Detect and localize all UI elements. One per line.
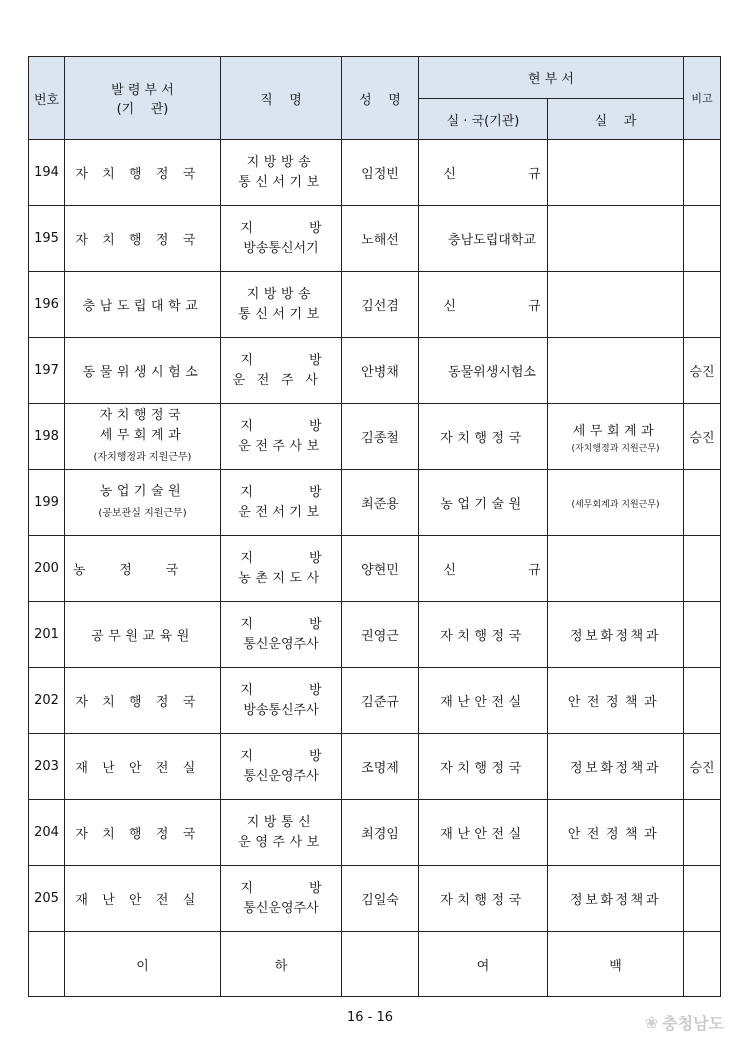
- row-remark: [684, 602, 721, 668]
- office-text: 자치행정국: [440, 629, 526, 644]
- row-name: 최준용: [342, 470, 419, 536]
- row-position: [221, 140, 342, 206]
- header-current-office: 실 · 국(기관): [419, 99, 548, 140]
- position-line1: 지 방: [240, 484, 322, 500]
- row-position: [221, 338, 342, 404]
- row-position: [221, 470, 342, 536]
- header-issuing-dept-sub: (기 관): [116, 102, 169, 117]
- office-text: 재난안전실: [440, 827, 526, 842]
- blank-word-2: 하: [221, 932, 342, 997]
- row-office: [419, 800, 548, 866]
- table-row: [29, 536, 721, 602]
- table-row: [29, 272, 721, 338]
- dept-text: 공무원교육원: [91, 629, 194, 644]
- position-line2: 방송통신주사: [243, 702, 319, 718]
- row-office: [419, 734, 548, 800]
- row-no: 195: [29, 206, 65, 272]
- row-name: 권영근: [342, 602, 419, 668]
- row-remark: [684, 668, 721, 734]
- row-name: 김종철: [342, 404, 419, 470]
- row-office: [419, 470, 548, 536]
- table-row-blank: [29, 932, 721, 997]
- row-name: 안병채: [342, 338, 419, 404]
- province-logo-icon: ❀: [644, 1013, 659, 1032]
- table-row: [29, 338, 721, 404]
- row-dept: [65, 734, 221, 800]
- position-line2: 통신운영주사: [243, 900, 319, 916]
- dept-text: 동물위생시험소: [82, 365, 203, 380]
- row-no: 199: [29, 470, 65, 536]
- row-section: [548, 272, 684, 338]
- office-text: 농업기술원: [440, 497, 526, 512]
- watermark-logo: [645, 1011, 724, 1034]
- position-line2: 운영주사보: [238, 834, 324, 850]
- table-row: [29, 668, 721, 734]
- position-line1: 지 방: [240, 352, 322, 368]
- position-line2: 통신운영주사: [243, 636, 319, 652]
- position-line1: 지 방: [240, 616, 322, 632]
- dept-text-2: 세무회계과: [99, 427, 186, 443]
- dept-text: 자치행정국: [75, 827, 210, 842]
- table-row: [29, 470, 721, 536]
- section-text: 세무회계과: [572, 423, 659, 439]
- row-section: [548, 206, 684, 272]
- blank-word-1: 이: [65, 932, 221, 997]
- row-dept: [65, 866, 221, 932]
- row-position: [221, 206, 342, 272]
- row-position: [221, 536, 342, 602]
- row-remark: [684, 866, 721, 932]
- position-line1: 지방통신: [246, 814, 316, 830]
- position-line1: 지방방송: [246, 154, 316, 170]
- header-current-section: 실 과: [548, 99, 684, 140]
- row-no: 204: [29, 800, 65, 866]
- row-remark: [684, 140, 721, 206]
- row-no: 196: [29, 272, 65, 338]
- office-text: 신 규: [443, 299, 541, 314]
- row-name: 김준규: [342, 668, 419, 734]
- row-remark: 승진: [684, 734, 721, 800]
- row-remark: [684, 536, 721, 602]
- position-line1: 지 방: [240, 220, 322, 236]
- position-line2: 통신서기보: [238, 306, 324, 322]
- blank-word-3: 여: [419, 932, 548, 997]
- row-remark: [684, 800, 721, 866]
- dept-note: (공보관실 지원근무): [98, 507, 187, 519]
- blank-name: [342, 932, 419, 997]
- table-row: [29, 140, 721, 206]
- section-note: (자치행정과 지원근무): [571, 443, 660, 454]
- row-section: [548, 866, 684, 932]
- header-current-dept: 현 부 서: [419, 57, 684, 99]
- row-office: [419, 668, 548, 734]
- personnel-table: [28, 56, 721, 997]
- table-row: [29, 206, 721, 272]
- row-position: [221, 734, 342, 800]
- position-line2: 운전서기보: [238, 504, 324, 520]
- office-text: 자치행정국: [440, 431, 526, 446]
- position-line2: 농촌지도사: [238, 570, 324, 586]
- row-position: [221, 404, 342, 470]
- row-position: [221, 800, 342, 866]
- table-row: [29, 800, 721, 866]
- row-office: 충남도립대학교: [419, 206, 548, 272]
- section-text: 정보화정책과: [570, 893, 661, 908]
- row-dept: [65, 470, 221, 536]
- row-name: 최경임: [342, 800, 419, 866]
- section-text: 안전정책과: [567, 695, 664, 710]
- blank-word-4: 백: [548, 932, 684, 997]
- dept-note: (자치행정과 지원근무): [93, 451, 192, 463]
- position-line1: 지 방: [240, 880, 322, 896]
- row-office: 동물위생시험소: [419, 338, 548, 404]
- dept-text: 농업기술원: [99, 483, 186, 499]
- row-name: 김선겸: [342, 272, 419, 338]
- position-line1: 지 방: [240, 682, 322, 698]
- table-row: [29, 404, 721, 470]
- row-section: [548, 602, 684, 668]
- dept-text: 자치행정국: [75, 167, 210, 182]
- row-office: [419, 602, 548, 668]
- position-line2: 운전주사보: [238, 438, 324, 454]
- row-name: 조명제: [342, 734, 419, 800]
- row-section: [548, 536, 684, 602]
- dept-text: 재난안전실: [75, 761, 210, 776]
- row-name: 김일숙: [342, 866, 419, 932]
- row-no: 200: [29, 536, 65, 602]
- dept-text: 자치행정국: [75, 233, 210, 248]
- table-row: [29, 602, 721, 668]
- header-issuing-dept: [65, 57, 221, 140]
- office-text: 신 규: [443, 167, 541, 182]
- dept-text: 충남도립대학교: [82, 299, 203, 314]
- row-section: [548, 140, 684, 206]
- section-text: 안전정책과: [567, 827, 664, 842]
- row-office: [419, 866, 548, 932]
- row-dept: [65, 602, 221, 668]
- row-remark: 승진: [684, 404, 721, 470]
- row-name: 노해선: [342, 206, 419, 272]
- row-dept: [65, 536, 221, 602]
- row-office: [419, 272, 548, 338]
- row-no: 203: [29, 734, 65, 800]
- row-dept: [65, 272, 221, 338]
- blank-remark: [684, 932, 721, 997]
- row-remark: [684, 206, 721, 272]
- row-section: [548, 470, 684, 536]
- row-no: 202: [29, 668, 65, 734]
- row-section: [548, 338, 684, 404]
- dept-text: 자치행정국: [99, 407, 186, 423]
- section-note: (세무회계과 지원근무): [571, 500, 660, 510]
- row-remark: [684, 470, 721, 536]
- row-dept: [65, 404, 221, 470]
- row-section: [548, 668, 684, 734]
- table-row: [29, 734, 721, 800]
- row-office: [419, 536, 548, 602]
- row-no: 205: [29, 866, 65, 932]
- logo-text: 충청남도: [662, 1014, 724, 1033]
- row-section: [548, 734, 684, 800]
- row-no: 201: [29, 602, 65, 668]
- dept-text: 재난안전실: [75, 893, 210, 908]
- row-no: 194: [29, 140, 65, 206]
- section-text: 정보화정책과: [570, 629, 661, 644]
- row-section: [548, 404, 684, 470]
- office-text: 자치행정국: [440, 761, 526, 776]
- dept-text: 농정국: [72, 563, 213, 578]
- table-row: [29, 866, 721, 932]
- position-line2: 통신운영주사: [243, 768, 319, 784]
- row-name: 임정빈: [342, 140, 419, 206]
- row-position: [221, 272, 342, 338]
- row-position: [221, 602, 342, 668]
- header-issuing-dept-label: 발 령 부 서: [111, 83, 174, 98]
- header-no: 번호: [29, 57, 65, 140]
- position-line2: 운전주사: [232, 372, 330, 388]
- position-line1: 지 방: [240, 748, 322, 764]
- page-number: 16 - 16: [346, 1010, 394, 1025]
- row-office: [419, 140, 548, 206]
- row-no: 197: [29, 338, 65, 404]
- row-remark: [684, 272, 721, 338]
- office-text: 자치행정국: [440, 893, 526, 908]
- row-position: [221, 668, 342, 734]
- header-position: 직 명: [221, 57, 342, 140]
- office-text: 신 규: [443, 563, 541, 578]
- blank-no: [29, 932, 65, 997]
- row-section: [548, 800, 684, 866]
- position-line1: 지 방: [240, 418, 322, 434]
- row-dept: [65, 800, 221, 866]
- position-line2: 방송통신서기: [243, 240, 319, 256]
- position-line1: 지방방송: [246, 286, 316, 302]
- section-text: 정보화정책과: [570, 761, 661, 776]
- row-remark: 승진: [684, 338, 721, 404]
- row-no: 198: [29, 404, 65, 470]
- row-dept: [65, 140, 221, 206]
- dept-text: 자치행정국: [75, 695, 210, 710]
- office-text: 재난안전실: [440, 695, 526, 710]
- row-dept: [65, 668, 221, 734]
- position-line2: 통신서기보: [238, 174, 324, 190]
- position-line1: 지 방: [240, 550, 322, 566]
- row-position: [221, 866, 342, 932]
- header-name: 성 명: [342, 57, 419, 140]
- row-name: 양현민: [342, 536, 419, 602]
- row-dept: [65, 206, 221, 272]
- row-dept: [65, 338, 221, 404]
- header-remarks: 비고: [684, 57, 721, 140]
- row-office: [419, 404, 548, 470]
